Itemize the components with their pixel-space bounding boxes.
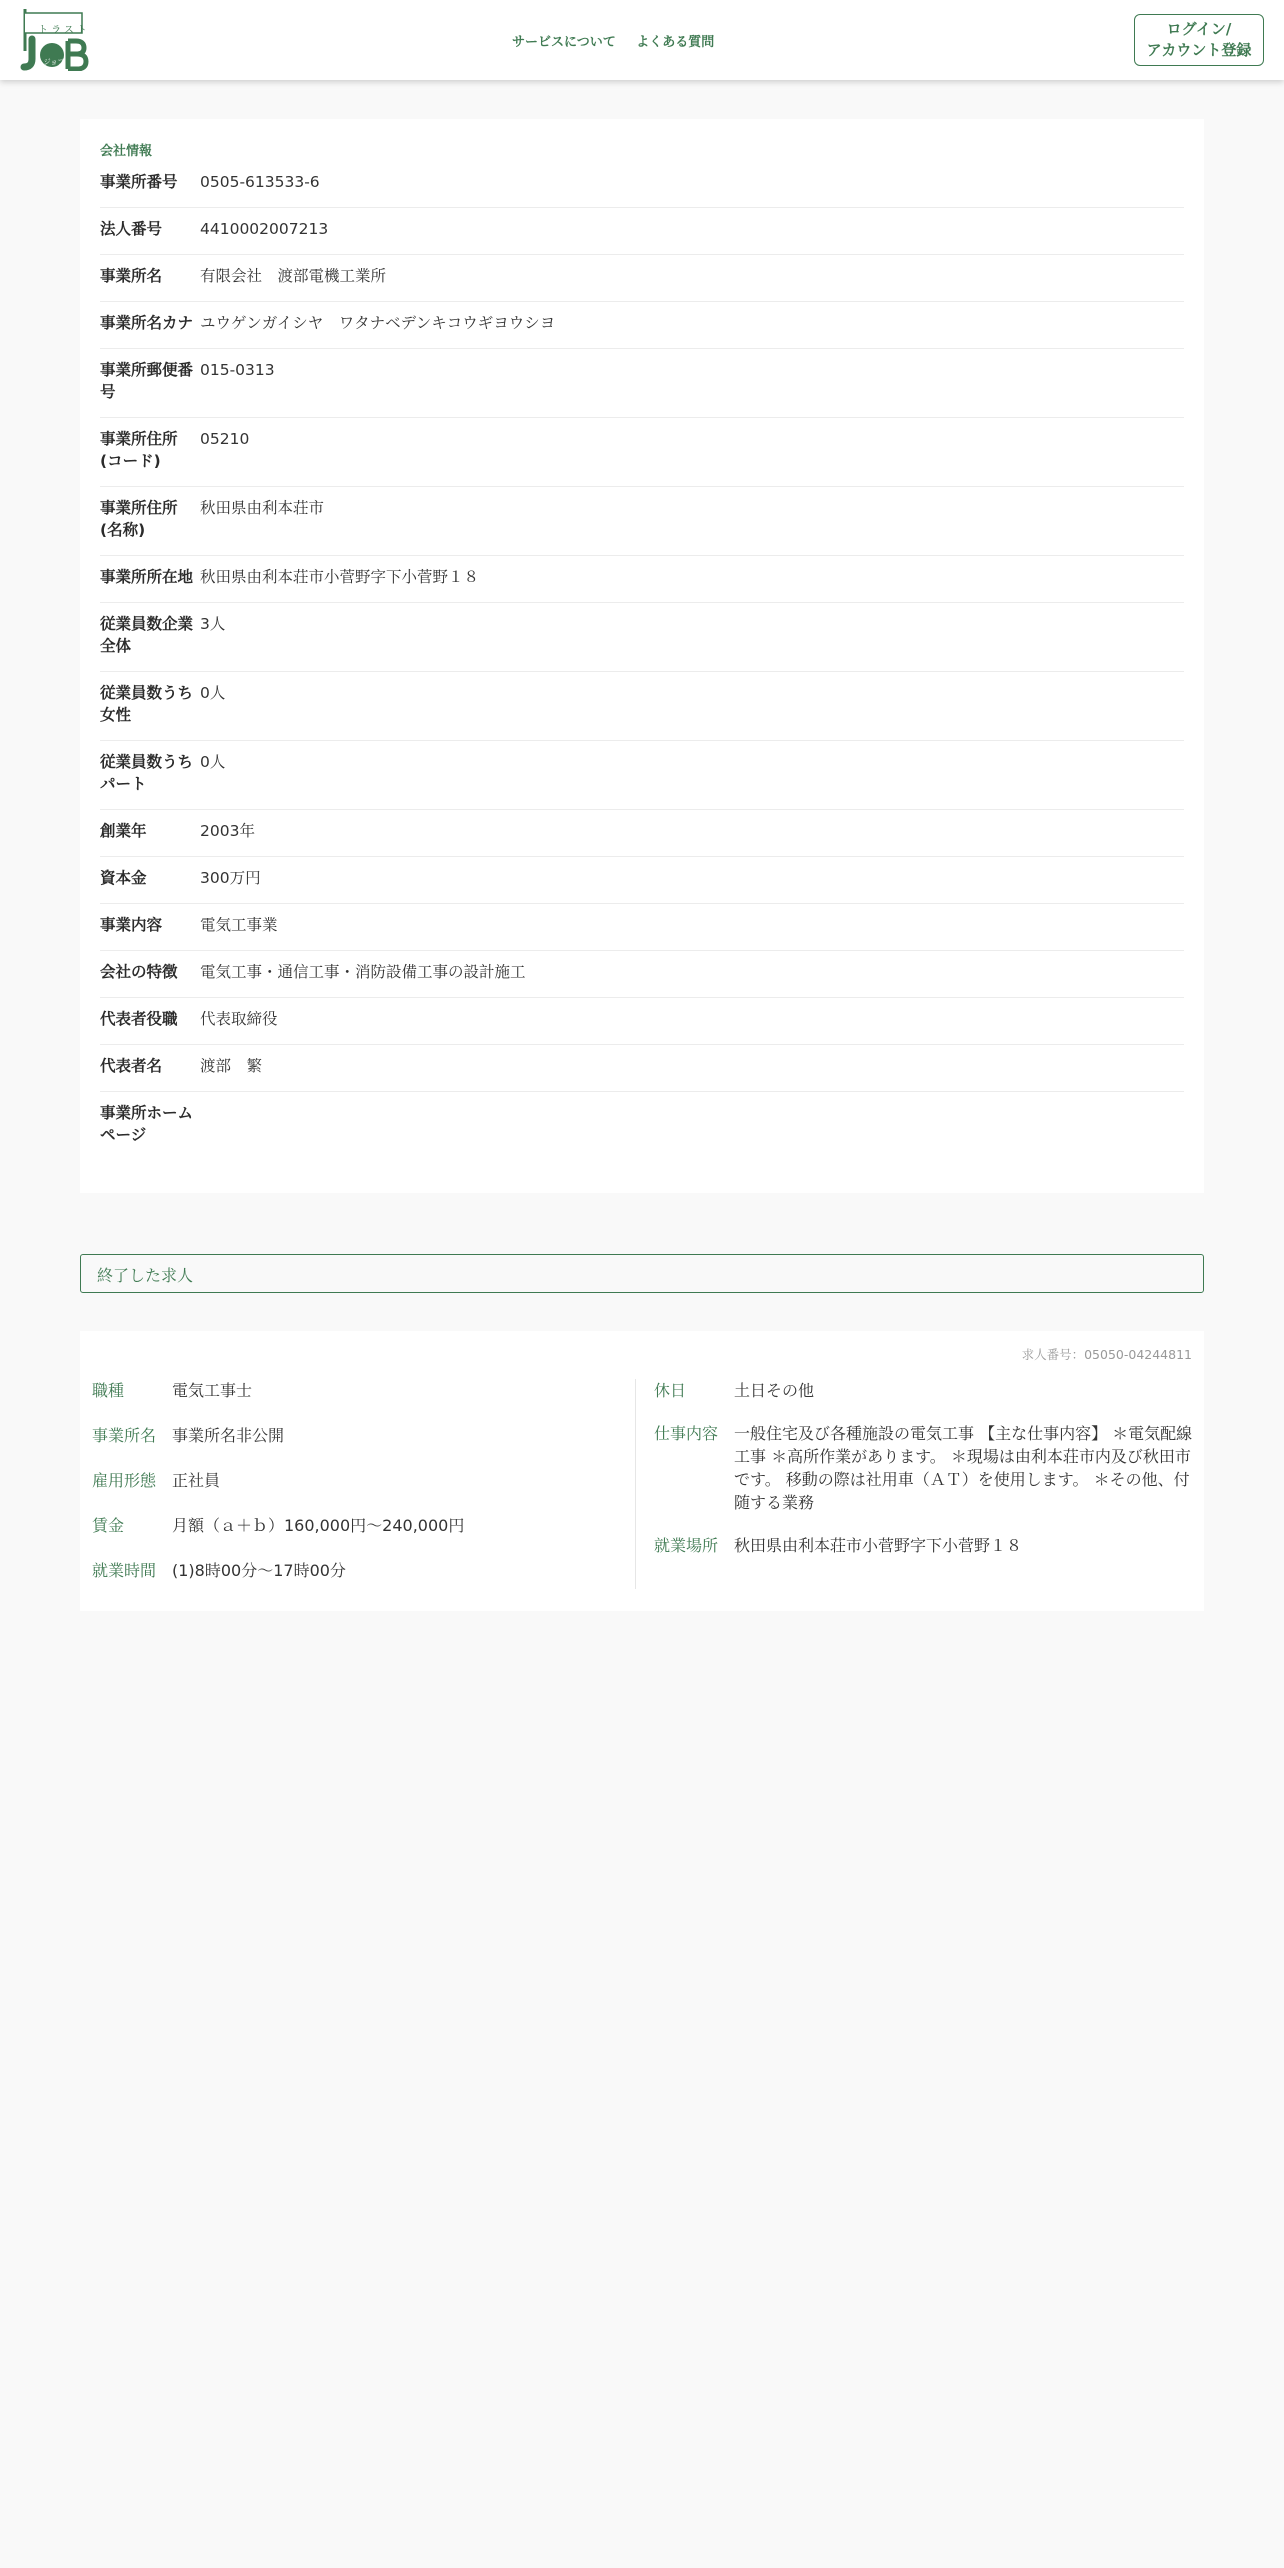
company-info-row <box>100 208 1184 255</box>
job-detail-row <box>92 1514 635 1537</box>
company-info-value: 秋田県由利本荘市小菅野字下小菅野１８ <box>200 568 480 586</box>
job-detail-row <box>92 1559 635 1582</box>
company-info-row <box>100 603 1184 672</box>
login-register-button[interactable] <box>1134 14 1264 66</box>
nav-link-faq[interactable]: よくある質問 <box>636 35 715 50</box>
company-info-label: 事業内容 <box>100 916 163 934</box>
company-info-row <box>100 487 1184 556</box>
site-header <box>0 0 1284 80</box>
company-info-label: 従業員数うちパート <box>100 753 194 793</box>
job-details-right <box>654 1379 1194 1577</box>
job-detail-value: 一般住宅及び各種施設の電気工事 【主な仕事内容】 ＊電気配線工事 ＊高所作業があります。 ＊現場は由利本荘市内及び秋田市です。 移動の際は社用車（ＡＴ）を使用します。 ＊その他、付随する業務 <box>734 1424 1193 1512</box>
company-info-title: 会社情報 <box>100 144 153 159</box>
job-detail-row <box>654 1379 1194 1402</box>
job-listing-card[interactable] <box>80 1331 1204 1611</box>
job-detail-label: 仕事内容 <box>654 1424 719 1443</box>
company-info-label: 事業所名カナ <box>100 314 194 332</box>
job-detail-label: 雇用形態 <box>92 1471 157 1490</box>
company-info-row <box>100 857 1184 904</box>
login-button-line1: ログイン/ <box>1166 20 1232 38</box>
company-info-label: 事業所ホームページ <box>100 1104 194 1144</box>
company-info-label: 事業所住所(名称) <box>100 499 178 539</box>
job-detail-label: 賃金 <box>92 1516 125 1535</box>
logo-badge-text: ジョブ <box>43 58 65 66</box>
company-info-label: 事業所所在地 <box>100 568 194 586</box>
company-info-label: 事業所郵便番号 <box>100 361 194 401</box>
job-detail-row <box>92 1379 635 1402</box>
company-info-value: 015-0313 <box>200 361 275 379</box>
job-detail-value: 秋田県由利本荘市小菅野字下小菅野１８ <box>734 1536 1023 1555</box>
company-info-label: 資本金 <box>100 869 147 887</box>
company-info-row <box>100 741 1184 810</box>
job-detail-value: 月額（ａ＋ｂ）160,000円～240,000円 <box>172 1516 465 1535</box>
company-info-card <box>80 119 1204 1193</box>
company-info-row <box>100 302 1184 349</box>
company-info-value: 05210 <box>200 430 250 448</box>
company-info-value: 3人 <box>200 615 226 633</box>
company-info-row <box>100 998 1184 1045</box>
job-detail-label: 職種 <box>92 1381 125 1400</box>
main-nav <box>512 31 730 50</box>
company-info-row <box>100 161 1184 208</box>
trust-job-logo[interactable] <box>18 7 90 71</box>
company-info-value: 0505-613533-6 <box>200 173 320 191</box>
company-info-value: 渡部 繁 <box>200 1057 263 1075</box>
company-info-label: 事業所名 <box>100 267 163 285</box>
company-info-label: 事業所番号 <box>100 173 178 191</box>
company-info-value: 4410002007213 <box>200 220 329 238</box>
job-detail-row <box>654 1422 1194 1514</box>
job-detail-row <box>654 1534 1194 1557</box>
company-info-value: 2003年 <box>200 822 255 840</box>
company-info-value: 有限会社 渡部電機工業所 <box>200 267 387 285</box>
company-info-label: 事業所住所(コード) <box>100 430 178 470</box>
company-info-value: 電気工事業 <box>200 916 278 934</box>
company-info-label: 代表者役職 <box>100 1010 178 1028</box>
company-info-label: 法人番号 <box>100 220 163 238</box>
job-detail-label: 休日 <box>654 1381 687 1400</box>
job-detail-value: 事業所名非公開 <box>172 1426 285 1445</box>
job-detail-row <box>92 1424 635 1447</box>
job-detail-label: 就業時間 <box>92 1561 157 1580</box>
company-info-row <box>100 810 1184 857</box>
ended-job-banner: 終了した求人 <box>80 1254 1204 1293</box>
job-detail-row <box>92 1469 635 1492</box>
company-info-row <box>100 556 1184 603</box>
job-detail-value: 土日その他 <box>734 1381 815 1400</box>
company-info-row <box>100 951 1184 998</box>
company-info-value: 0人 <box>200 753 226 771</box>
job-detail-value: 正社員 <box>172 1471 221 1490</box>
company-info-row <box>100 349 1184 418</box>
logo-top-text: トラスト <box>38 25 90 36</box>
company-info-row <box>100 255 1184 302</box>
nav-link-about-service[interactable]: サービスについて <box>512 35 616 50</box>
company-info-row <box>100 1045 1184 1092</box>
company-info-value: 電気工事・通信工事・消防設備工事の設計施工 <box>200 963 526 981</box>
company-info-label: 従業員数うち女性 <box>100 684 194 724</box>
company-info-label: 代表者名 <box>100 1057 163 1075</box>
job-number: 求人番号：05050-04244811 <box>1021 1347 1192 1362</box>
company-info-row <box>100 1092 1184 1161</box>
job-details-left <box>92 1379 636 1589</box>
company-info-value <box>200 1092 1184 1161</box>
login-button-line2: アカウント登録 <box>1146 41 1252 59</box>
company-info-row <box>100 672 1184 741</box>
company-info-table <box>100 161 1184 1160</box>
company-info-label: 従業員数企業全体 <box>100 615 194 655</box>
job-detail-value: (1)8時00分～17時00分 <box>172 1561 346 1580</box>
company-info-row <box>100 418 1184 487</box>
company-info-value: 300万円 <box>200 869 261 887</box>
company-info-value: 秋田県由利本荘市 <box>200 499 325 517</box>
company-info-label: 創業年 <box>100 822 147 840</box>
company-info-label: 会社の特徴 <box>100 963 178 981</box>
job-detail-label: 事業所名 <box>92 1426 157 1445</box>
company-info-value: ユウゲンガイシヤ ワタナベデンキコウギヨウシヨ <box>200 314 556 332</box>
job-detail-value: 電気工事士 <box>172 1381 253 1400</box>
company-info-value: 代表取締役 <box>200 1010 278 1028</box>
company-info-value: 0人 <box>200 684 226 702</box>
job-detail-label: 就業場所 <box>654 1536 719 1555</box>
company-info-row <box>100 904 1184 951</box>
